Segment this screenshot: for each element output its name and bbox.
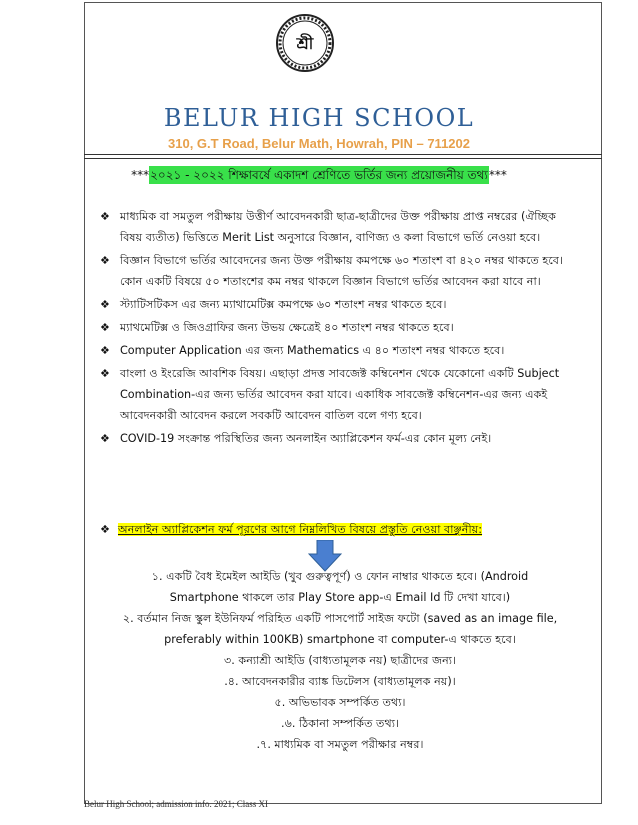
school-logo-icon [275,13,335,73]
list-item-text: বাংলা ও ইংরেজি আবশিক বিষয়। এছাড়া প্রদত্ত সাবজেক্ট কম্বিনেশন থেকে যেকোনো একটি Subject Combination-এর জন্য ভর্তির আবেদন করা যাবে। একাধিক সাবজেক্ট কম্বিনেশন-এর জন্য একই আবেদনকারী আবেদন করলে সবকটি আবেদন বাতিল বলে গণ্য হবে। [120,367,560,422]
diamond-bullet-icon: ❖ [100,210,110,223]
list-item [100,206,580,248]
diamond-bullet-icon: ❖ [100,367,110,380]
school-address: 310, G.T Road, Belur Math, Howrah, PIN – 711202 [168,136,470,151]
diamond-bullet-icon: ❖ [100,254,110,267]
list-item-text: COVID-19 সংক্রান্ত পরিস্থিতির জন্য অনলাইন অ্যাপ্লিকেশন ফর্ম-এর কোন মূল্য নেই। [120,432,492,445]
list-item [100,428,580,449]
list-item [100,340,580,361]
preparation-steps [90,566,590,755]
list-item [100,317,580,338]
header-rule [84,154,602,155]
step-line: preferably within 100KB) smartphone বা computer-এ থাকতে হবে। [164,633,516,646]
list-item-text: মাধ্যমিক বা সমতুল পরীক্ষায় উত্তীর্ণ আবেদনকারী ছাত্র-ছাত্রীদের উক্ত পরীক্ষায় প্রাপ্ত নম্বরের (ঐচ্ছিক বিষয় ব্যতীত) ভিত্তিতে Merit List অনুসারে বিজ্ঞান, বাণিজ্য ও কলা বিভাগে ভর্তি নেওয়া হবে। [120,210,556,244]
list-item-text: Computer Application এর জন্য Mathematics এ ৪০ শতাংশ নম্বর থাকতে হবে। [120,344,505,357]
eligibility-list [100,206,580,451]
header-rule-double [84,158,602,159]
list-item [100,250,580,292]
svg-text:শ্রী: শ্রী [296,34,314,53]
document-title [0,167,638,187]
title-prefix: *** [131,168,150,182]
step-line: ১. একটি বৈধ ইমেইল আইডি (খুব গুরুত্বপূর্ণ) ও ফোন নাম্বার থাকতে হবে। (Android [151,570,529,583]
list-item [100,363,580,426]
step-line: Smartphone থাকলে তার Play Store app-এ Email Id টি দেখা যাবে।) [169,591,511,604]
list-item [100,294,580,315]
step-line: ৩. কন্যাশ্রী আইডি (বাধ্যতামূলক নয়) ছাত্রীদের জন্য। [224,654,456,667]
step-line: .৭. মাধ্যমিক বা সমতুল পরীক্ষার নম্বর। [256,738,424,751]
title-highlight: ২০২১ - ২০২২ শিক্ষাবর্ষে একাদশ শ্রেণিতে ভর্তির জন্য প্রয়োজনীয় তথ্য [150,168,488,182]
notice-text: অনলাইন অ্যাপ্লিকেশন ফর্ম পূরণের আগে নিম্নলিখিত বিষয়ে প্রস্তুতি নেওয়া বাঞ্ছনীয়: [118,523,483,536]
list-item-text: স্ট্যাটিসটিকস এর জন্য ম্যাথামেটিক্স কমপক্ষে ৬০ শতাংশ নম্বর থাকতে হবে। [120,298,447,311]
page-footer: Belur High School; admission info. 2021; Class XI [84,799,268,809]
step-line: .৪. আবেদনকারীর ব্যাঙ্ক ডিটেলস (বাধ্যতামূলক নয়)। [224,675,456,688]
preparation-notice [100,520,580,540]
step-line: ২. বর্তমান নিজ স্কুল ইউনিফর্ম পরিহিত একটি পাসপোর্ট সাইজ ফটো (saved as an image file, [122,612,558,625]
list-item-text: বিজ্ঞান বিভাগে ভর্তির আবেদনের জন্য উক্ত পরীক্ষায় কমপক্ষে ৬০ শতাংশ বা ৪২০ নম্বর থাকতে হবে। কোন একটি বিষয়ে ৫০ শতাংশের কম নম্বর থাকলে বিজ্ঞান বিভাগে ভর্তির আবেদন করা যাবে না। [120,254,564,288]
step-line: .৬. ঠিকানা সম্পর্কিত তথ্য। [281,717,399,730]
diamond-bullet-icon: ❖ [100,321,110,334]
diamond-bullet-icon: ❖ [100,523,111,536]
diamond-bullet-icon: ❖ [100,432,110,445]
step-line: ৫. অভিভাবক সম্পর্কিত তথ্য। [274,696,406,709]
school-name: BELUR HIGH SCHOOL [163,104,475,132]
diamond-bullet-icon: ❖ [100,344,110,357]
title-suffix: *** [488,168,507,182]
diamond-bullet-icon: ❖ [100,298,110,311]
list-item-text: ম্যাথমেটিক্স ও জিওগ্রাফির জন্য উভয় ক্ষেত্রেই ৪০ শতাংশ নম্বর থাকতে হবে। [120,321,454,334]
